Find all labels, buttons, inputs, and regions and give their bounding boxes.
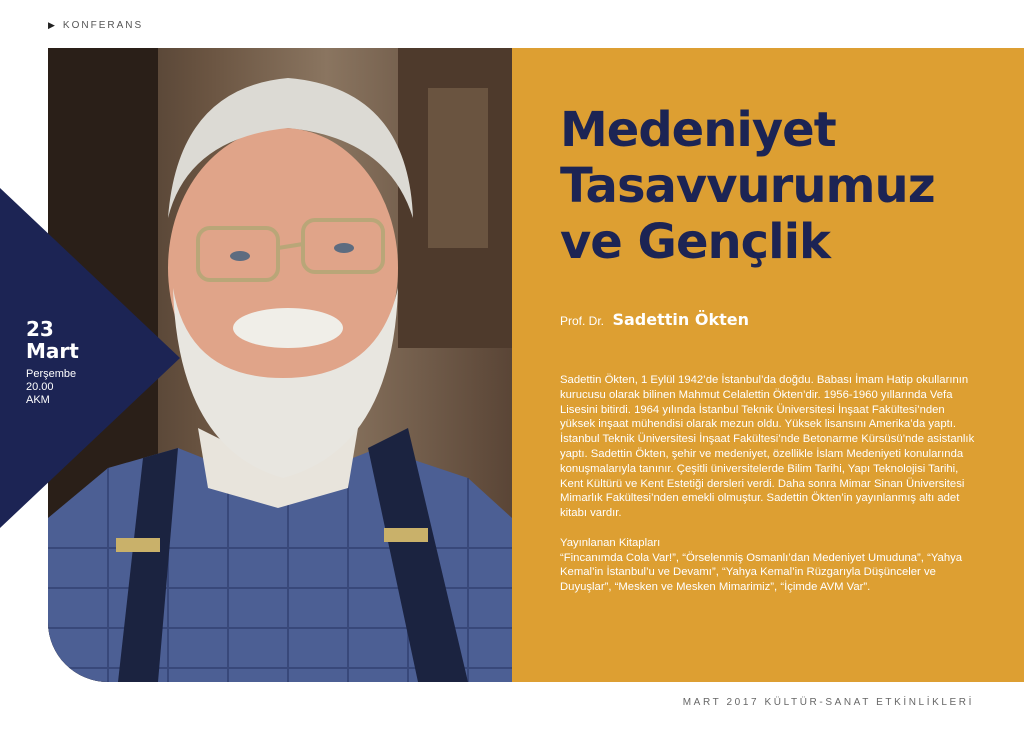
event-month: Mart xyxy=(26,339,79,363)
event-date xyxy=(26,318,79,407)
event-time: 20.00 xyxy=(26,381,54,393)
title-line: Tasavvurumuz xyxy=(560,158,935,214)
speaker xyxy=(560,310,749,330)
section-tag xyxy=(48,20,143,31)
event-weekday: Perşembe xyxy=(26,368,77,380)
section-label: KONFERANS xyxy=(62,20,144,31)
books-list: “Fincanımda Cola Var!”, “Örselenmiş Osmanlı’dan Medeniyet Umuduna”, “Yahya Kemal’in İstanbul’u ve Devamı”, “Yahya Kemal’in Rüzgarıyla Düşünceler ve Duyuşlar”, “Mesken ve Mesken Mimarimiz”, “İçimde AVM Var”. xyxy=(560,551,963,594)
triangle-right-icon: ▶ xyxy=(48,20,57,30)
event-day: 23 xyxy=(26,317,54,341)
speaker-bio xyxy=(560,373,980,595)
page-footer: MART 2017 KÜLTÜR-SANAT ETKİNLİKLERİ xyxy=(682,697,974,708)
event-title xyxy=(560,102,1000,270)
speaker-prefix: Prof. Dr. xyxy=(560,314,605,328)
event-venue: AKM xyxy=(26,394,50,406)
speaker-name: Sadettin Ökten xyxy=(612,310,749,329)
title-line: Medeniyet xyxy=(560,102,836,158)
bio-paragraph: Sadettin Ökten, 1 Eylül 1942’de İstanbul’da doğdu. Babası İmam Hatip okullarının kurucusu olarak bilinen Mahmut Celalettin Ökten’dir. 1956-1960 yıllarında Vefa Lisesini bitirdi. 1964 yılında İstanbul Teknik Üniversitesi İnşaat Fakültesi’nden yüksek inşaat mühendisi olarak mezun oldu. Yüksek lisansını Amerika’da yaptı. İstanbul Teknik Üniversitesi İnşaat Fakültesi’nde Betonarme Kürsüsü’nde asistanlık yaptı. Sadettin Ökten, şehir ve medeniyet, özellikle İslam Medeniyeti konularında konuşmalarıyla tanınır. Çeşitli üniversitelerde Bilim Tarihi, Yapı Teknolojisi Tarihi, Kent Kültürü ve Kent Estetiği dersleri verdi. Daha sonra Mimar Sinan Üniversitesi Mimarlık Fakültesi’nden emekli olmuştur. Sadettin Ökten’in yayınlanmış altı adet kitabı vardır. xyxy=(560,374,975,520)
books-heading: Yayınlanan Kitapları xyxy=(560,536,661,549)
title-line: ve Gençlik xyxy=(560,214,830,270)
